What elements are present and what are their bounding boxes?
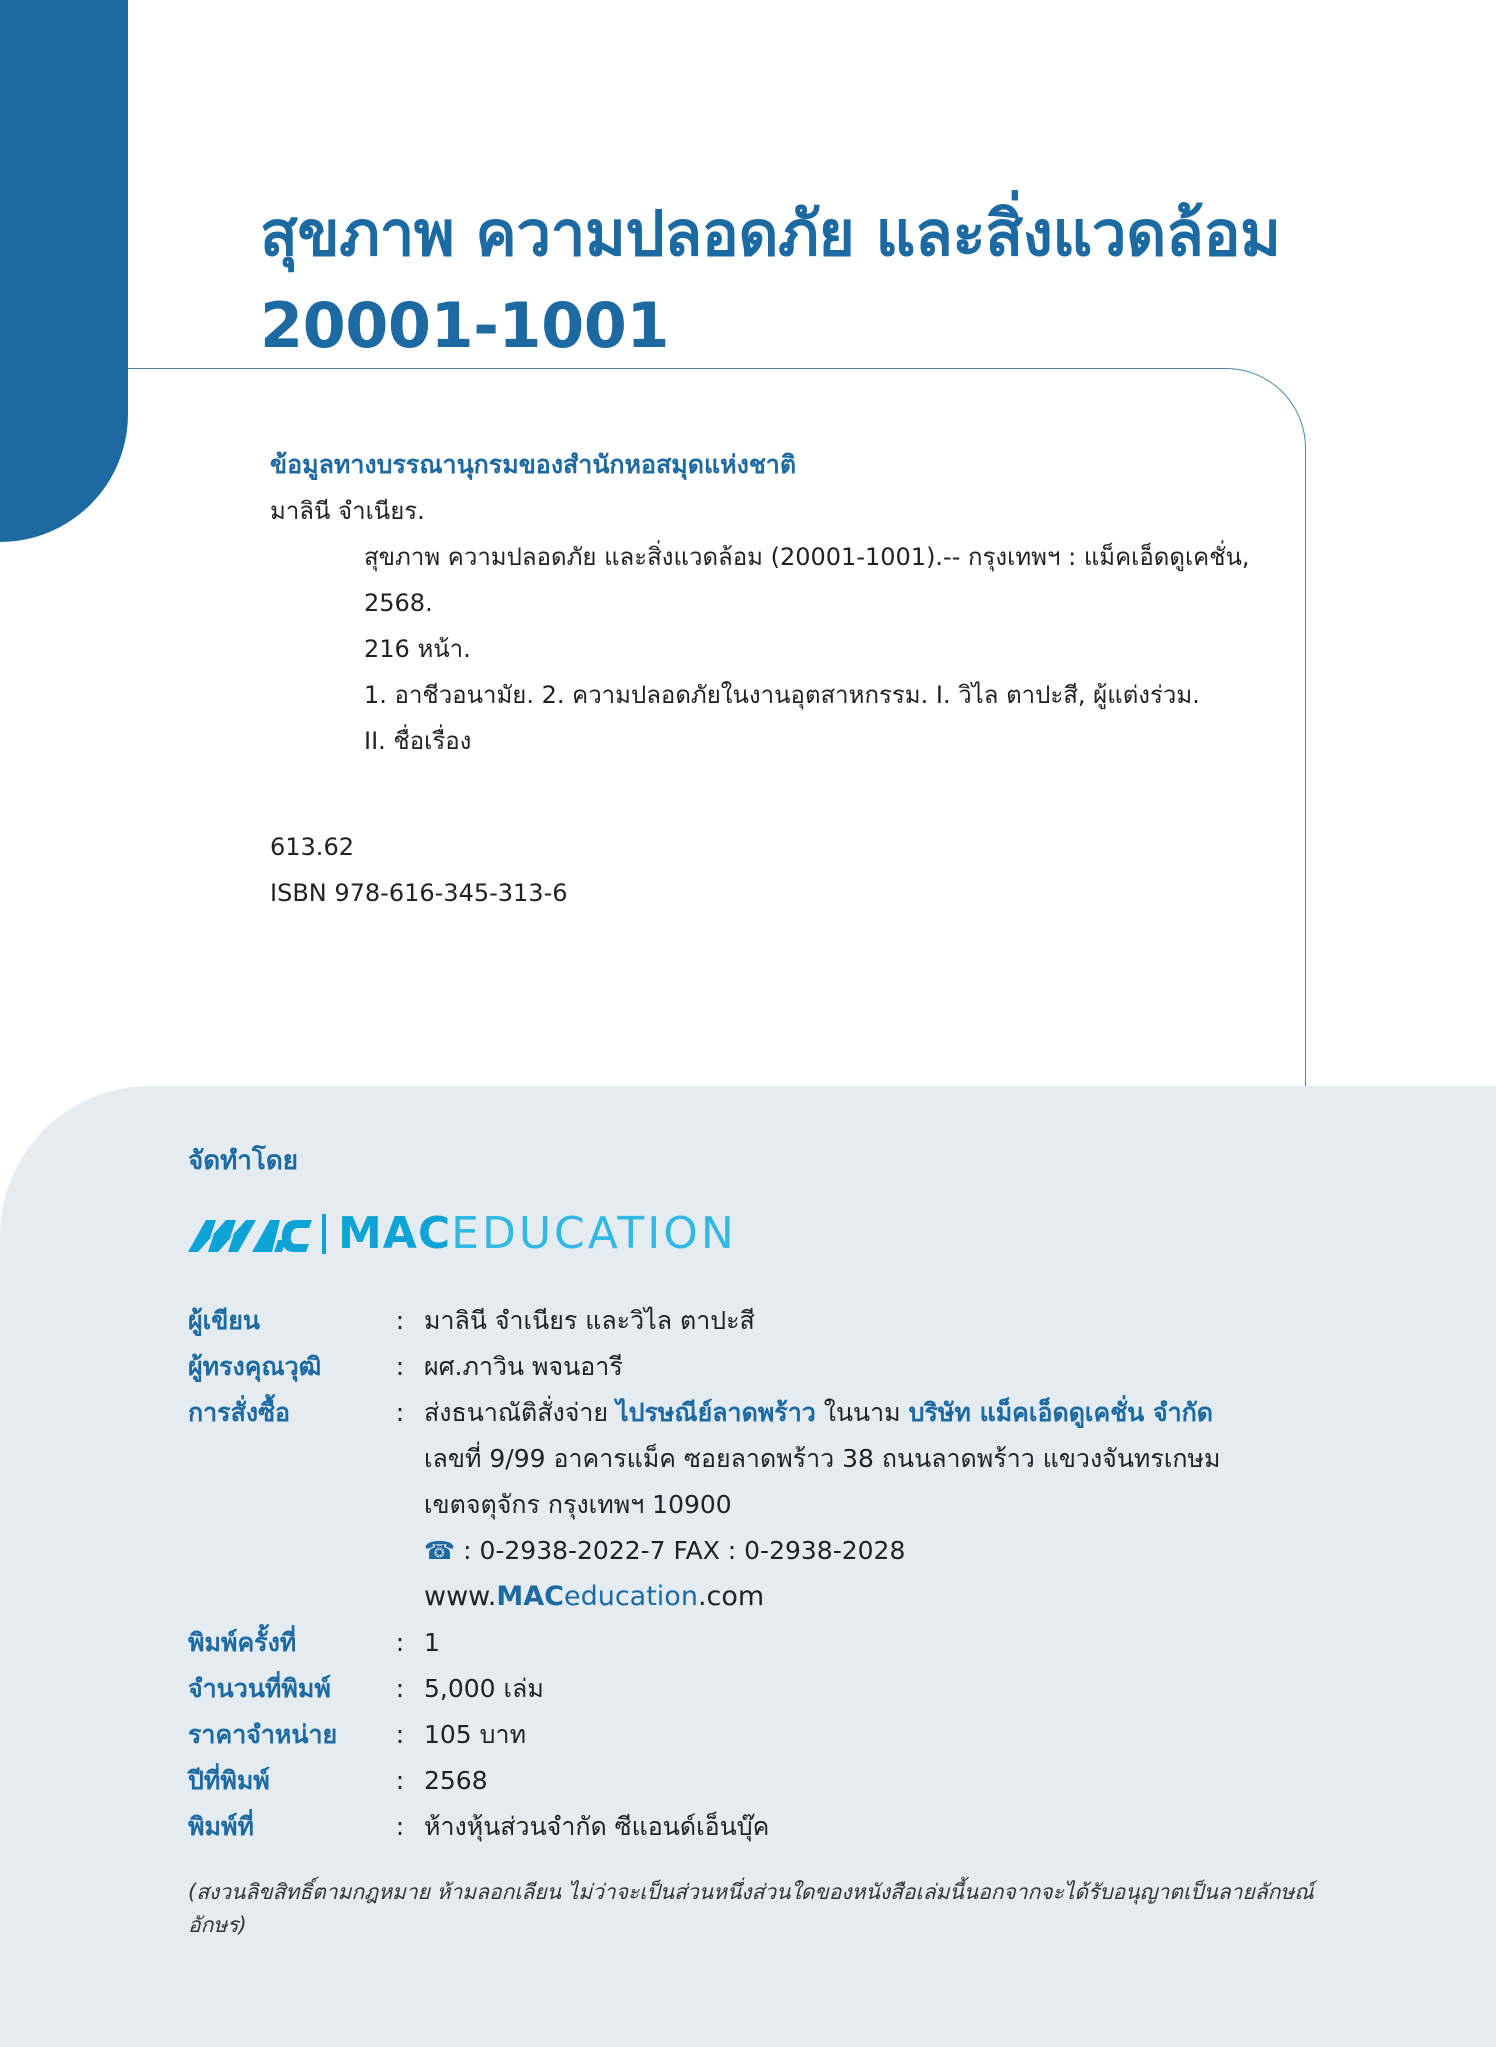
post-office-name: ไปรษณีย์ลาดพร้าว — [616, 1398, 816, 1427]
info-row-year — [188, 1758, 1318, 1804]
website-link[interactable] — [424, 1574, 1318, 1620]
cip-call-number: 613.62 — [270, 833, 354, 861]
cip-year-line: 2568. — [364, 589, 433, 617]
cip-title-entry: II. ชื่อเรื่อง — [364, 727, 472, 755]
order-details — [424, 1390, 1318, 1620]
info-value: ห้างหุ้นส่วนจำกัด ซีแอนด์เอ็นบุ๊ค — [424, 1812, 770, 1841]
cip-spacer — [270, 764, 1270, 824]
info-colon: : — [395, 1628, 405, 1657]
info-label: ผู้ทรงคุณวุฒิ — [188, 1352, 322, 1381]
info-value: 2568 — [424, 1766, 488, 1795]
phone-line — [424, 1528, 1318, 1574]
info-colon: : — [395, 1674, 405, 1703]
info-colon: : — [395, 1812, 405, 1841]
info-label: พิมพ์ที่ — [188, 1812, 254, 1841]
cataloging-block — [270, 442, 1270, 916]
cip-title-line: สุขภาพ ความปลอดภัย และสิ่งแวดล้อม (20001-1001).-- กรุงเทพฯ : แม็คเอ็ดดูเคชั่น, — [364, 543, 1250, 571]
info-label: ผู้เขียน — [188, 1306, 261, 1335]
info-colon: : — [395, 1352, 405, 1381]
info-value: ผศ.ภาวิน พจนอารี — [424, 1352, 623, 1381]
website-suffix: .com — [697, 1581, 765, 1612]
info-row-order — [188, 1390, 1318, 1620]
producer-label: จัดทำโดย — [188, 1146, 298, 1176]
info-value: 105 บาท — [424, 1720, 527, 1749]
order-text: ส่งธนาณัติสั่งจ่าย — [424, 1398, 617, 1427]
publication-info — [188, 1298, 1318, 1850]
cip-heading: ข้อมูลทางบรรณานุกรมของสำนักหอสมุดแห่งชาติ — [270, 450, 797, 479]
order-text: ในนาม — [815, 1398, 909, 1427]
corner-decoration — [0, 0, 128, 542]
website-brand: MAC — [496, 1581, 564, 1612]
info-label: ปีที่พิมพ์ — [188, 1766, 270, 1795]
logo-wordmark — [338, 1206, 737, 1262]
logo-wordmark-mac: MAC — [338, 1208, 452, 1259]
info-colon: : — [395, 1398, 405, 1427]
info-row-edition — [188, 1620, 1318, 1666]
info-value: 1 — [424, 1628, 440, 1657]
info-label: จำนวนที่พิมพ์ — [188, 1674, 331, 1703]
info-value: มาลินี จำเนียร และวิไล ตาปะสี — [424, 1306, 755, 1335]
address-line1: เลขที่ 9/99 อาคารแม็ค ซอยลาดพร้าว 38 ถนนลาดพร้าว แขวงจันทรเกษม — [424, 1444, 1221, 1473]
mac-education-logo — [188, 1206, 737, 1262]
copyright-notice: (สงวนลิขสิทธิ์ตามกฎหมาย ห้ามลอกเลียน ไม่ว่าจะเป็นส่วนหนึ่งส่วนใดของหนังสือเล่มนี้นอกจากจะได้รับอนุญาตเป็นลายลักษณ์อักษร) — [188, 1880, 1314, 1937]
info-colon: : — [395, 1720, 405, 1749]
phone-icon: ☎ — [424, 1536, 456, 1565]
info-label: พิมพ์ครั้งที่ — [188, 1628, 297, 1657]
address-line2: เขตจตุจักร กรุงเทพฯ 10900 — [424, 1490, 732, 1519]
logo-separator — [322, 1214, 326, 1254]
phone-fax-numbers: : 0-2938-2022-7 FAX : 0-2938-2028 — [455, 1536, 906, 1565]
company-name: บริษัท แม็คเอ็ดดูเคชั่น จำกัด — [908, 1398, 1214, 1427]
info-row-price — [188, 1712, 1318, 1758]
cip-pages: 216 หน้า. — [364, 635, 471, 663]
book-code: 20001-1001 — [260, 289, 669, 362]
logo-wordmark-education: EDUCATION — [451, 1208, 737, 1259]
mac-logo-icon — [188, 1214, 312, 1254]
info-row-print-count — [188, 1666, 1318, 1712]
info-colon: : — [395, 1306, 405, 1335]
website-domain: education — [563, 1581, 698, 1612]
cip-author: มาลินี จำเนียร. — [270, 497, 425, 525]
website-prefix: www. — [424, 1581, 497, 1612]
info-colon: : — [395, 1766, 405, 1795]
info-value: 5,000 เล่ม — [424, 1674, 544, 1703]
cip-isbn: ISBN 978-616-345-313-6 — [270, 879, 568, 907]
cip-subjects: 1. อาชีวอนามัย. 2. ความปลอดภัยในงานอุตสาหกรรม. I. วิไล ตาปะสี, ผู้แต่งร่วม. — [364, 681, 1200, 709]
info-label: การสั่งซื้อ — [188, 1398, 291, 1427]
book-title — [260, 188, 1280, 372]
info-label: ราคาจำหน่าย — [188, 1720, 338, 1749]
order-payment-line — [424, 1390, 1318, 1436]
info-row-printer — [188, 1804, 1318, 1850]
info-row-reviewer — [188, 1344, 1318, 1390]
info-row-author — [188, 1298, 1318, 1344]
book-title-line1: สุขภาพ ความปลอดภัย และสิ่งแวดล้อม — [260, 197, 1281, 270]
